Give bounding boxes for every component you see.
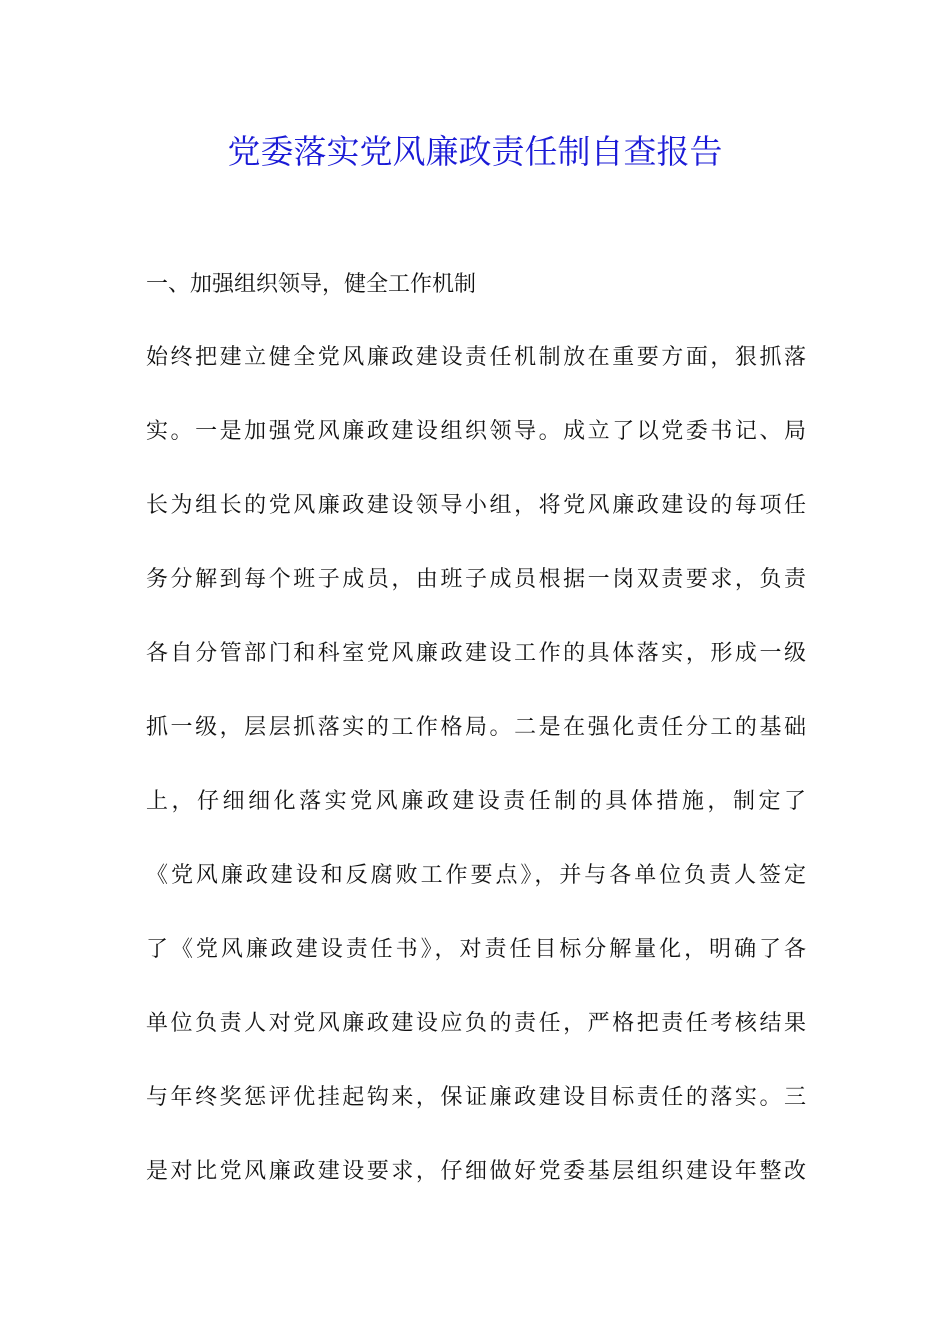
- paragraph-line: 上，仔细细化落实党风廉政建设责任制的具体措施，制定了: [146, 789, 806, 814]
- body-paragraph: [146, 340, 806, 1228]
- paragraph-line: 抓一级，层层抓落实的工作格局。二是在强化责任分工的基础: [146, 715, 806, 740]
- paragraph-line: 单位负责人对党风廉政建设应负的责任，严格把责任考核结果: [146, 1011, 806, 1036]
- paragraph-line: 实。一是加强党风廉政建设组织领导。成立了以党委书记、局: [146, 419, 806, 444]
- paragraph-line: 《党风廉政建设和反腐败工作要点》，并与各单位负责人签定: [146, 863, 806, 888]
- paragraph-line: 长为组长的党风廉政建设领导小组，将党风廉政建设的每项任: [146, 493, 806, 518]
- paragraph-line: 是对比党风廉政建设要求，仔细做好党委基层组织建设年整改: [146, 1159, 806, 1184]
- paragraph-line: 各自分管部门和科室党风廉政建设工作的具体落实，形成一级: [146, 641, 806, 666]
- section-heading: 一、加强组织领导，健全工作机制: [146, 272, 477, 297]
- paragraph-line: 始终把建立健全党风廉政建设责任机制放在重要方面，狠抓落: [146, 345, 806, 370]
- paragraph-line: 与年终奖惩评优挂起钩来，保证廉政建设目标责任的落实。三: [146, 1085, 806, 1110]
- paragraph-line: 了《党风廉政建设责任书》，对责任目标分解量化，明确了各: [146, 937, 806, 962]
- paragraph-line: 务分解到每个班子成员，由班子成员根据一岗双责要求，负责: [146, 567, 806, 592]
- document-title: 党委落实党风廉政责任制自查报告: [227, 132, 723, 171]
